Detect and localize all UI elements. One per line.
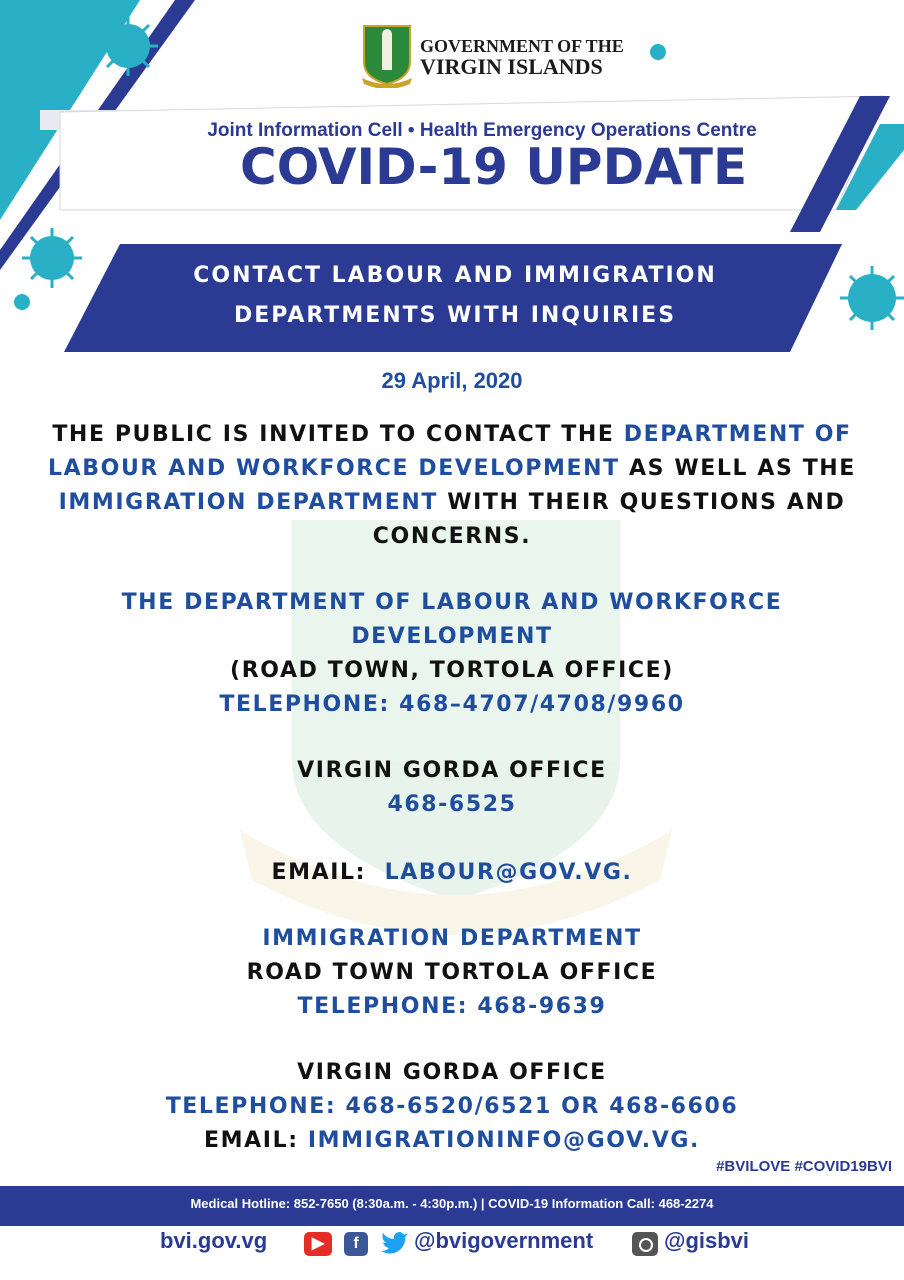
- intro-paragraph: [40, 418, 864, 554]
- labour-vg-section: [40, 754, 864, 822]
- immigration-vg-office: VIRGIN GORDA OFFICE: [297, 1060, 607, 1085]
- email-label: EMAIL:: [271, 860, 367, 885]
- labour-office: (ROAD TOWN, TORTOLA OFFICE): [230, 658, 674, 683]
- youtube-icon[interactable]: ▶: [304, 1232, 332, 1256]
- date: 29 April, 2020: [381, 368, 523, 393]
- labour-email[interactable]: LABOUR@GOV.VG.: [384, 860, 633, 885]
- labour-dept-name: THE DEPARTMENT OF LABOUR AND WORKFORCE: [121, 590, 783, 615]
- immigration-dept-link-text: IMMIGRATION DEPARTMENT: [58, 490, 438, 515]
- hotline-text: Medical Hotline: 852-7650 (8:30a.m. - 4:30p.m.) | COVID-19 Information Call: 468-2274: [190, 1196, 714, 1211]
- facebook-icon[interactable]: f: [344, 1232, 368, 1256]
- labour-email-row: [40, 856, 864, 890]
- labour-vg-phone: 468-6525: [387, 792, 517, 817]
- subhead-title: [90, 256, 820, 336]
- website-link[interactable]: bvi.gov.vg: [160, 1228, 268, 1253]
- email-label: EMAIL:: [204, 1128, 299, 1153]
- subhead-line2: DEPARTMENTS WITH INQUIRIES: [233, 303, 677, 328]
- instagram-icon[interactable]: [632, 1232, 658, 1256]
- labour-dept-link-text: DEPARTMENT OF LABOUR AND WORKFORCE DEVELOPMENT: [48, 422, 852, 481]
- jic-subtitle: Joint Information Cell • Health Emergency Operations Centre: [207, 120, 757, 141]
- instagram-handle[interactable]: @gisbvi: [664, 1228, 750, 1253]
- immigration-email[interactable]: IMMIGRATIONINFO@GOV.VG.: [307, 1128, 700, 1153]
- hashtags: #BVILOVE #COVID19BVI: [716, 1158, 892, 1175]
- subhead-line1: CONTACT LABOUR AND IMMIGRATION: [193, 263, 717, 288]
- immigration-vg-telephone: TELEPHONE: 468-6520/6521 OR 468-6606: [165, 1094, 739, 1119]
- twitter-handle[interactable]: @bvigovernment: [414, 1228, 594, 1253]
- immigration-vg-section: [40, 1056, 864, 1158]
- labour-dept-name: DEVELOPMENT: [351, 624, 553, 649]
- intro-text: AS WELL AS THE: [619, 456, 856, 481]
- intro-text: WITH THEIR QUESTIONS AND CONCERNS.: [372, 490, 846, 549]
- immigration-office: ROAD TOWN TORTOLA OFFICE: [246, 960, 658, 985]
- intro-text: THE PUBLIC IS INVITED TO CONTACT THE: [52, 422, 624, 447]
- gov-title-line1: GOVERNMENT OF THE: [420, 36, 624, 56]
- immigration-section: [40, 922, 864, 1024]
- immigration-dept-name: IMMIGRATION DEPARTMENT: [262, 926, 642, 951]
- labour-telephone: TELEPHONE: 468–4707/4708/9960: [219, 692, 685, 717]
- twitter-icon[interactable]: [380, 1228, 410, 1256]
- covid-update-title: COVID-19 UPDATE: [240, 138, 748, 196]
- labour-section: [40, 586, 864, 722]
- immigration-telephone: TELEPHONE: 468-9639: [297, 994, 607, 1019]
- gov-title-line2: VIRGIN ISLANDS: [420, 54, 603, 79]
- crest-logo: [360, 24, 414, 88]
- labour-vg-office: VIRGIN GORDA OFFICE: [297, 758, 607, 783]
